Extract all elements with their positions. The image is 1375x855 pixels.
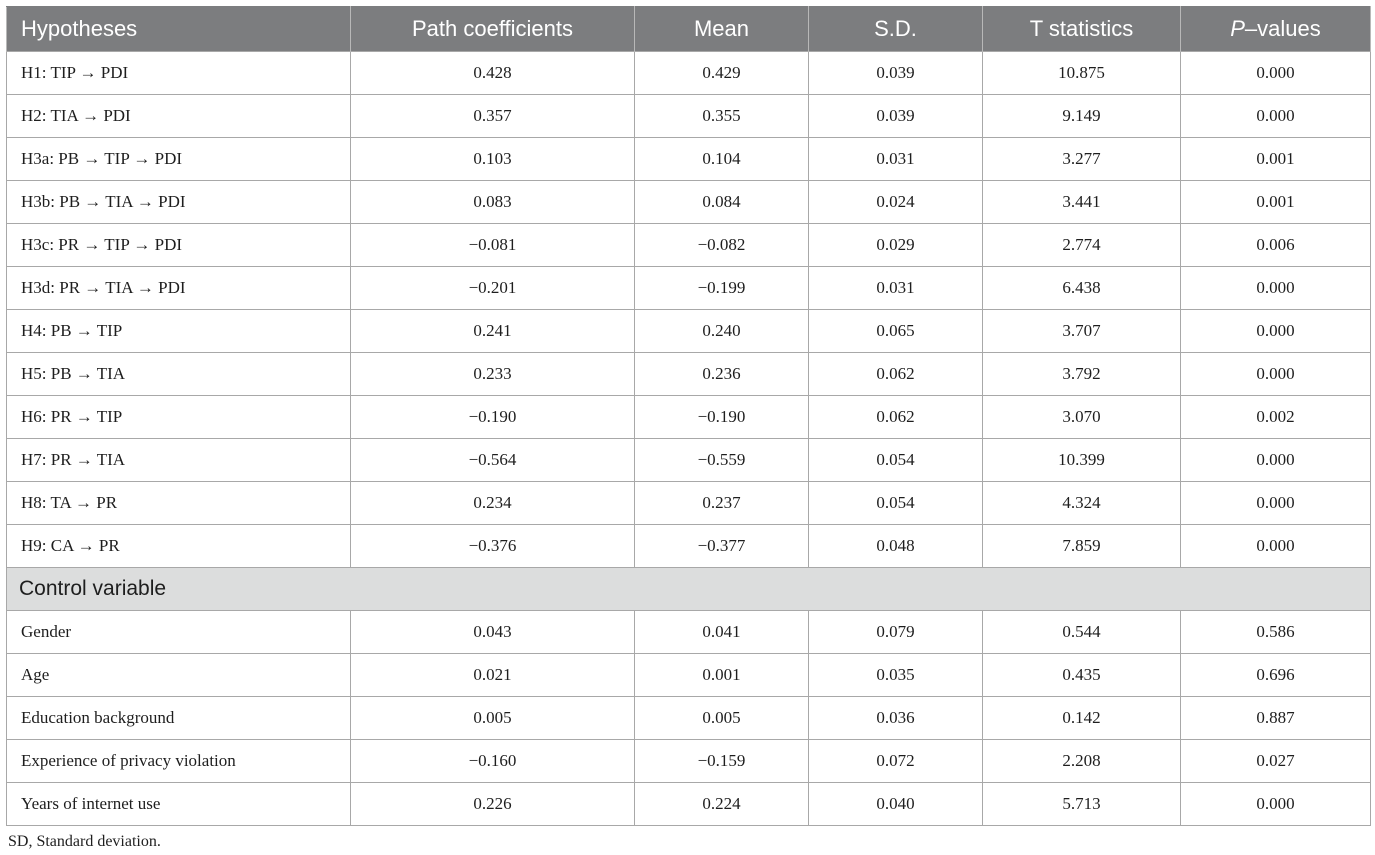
value-cell: 0.027	[1181, 740, 1371, 783]
table-row	[7, 52, 1371, 95]
table-row	[7, 224, 1371, 267]
section-label-control-variable: Control variable	[7, 568, 1371, 611]
header-p-italic: P	[1230, 16, 1245, 41]
table-row	[7, 482, 1371, 525]
value-cell: 3.441	[983, 181, 1181, 224]
row-label-cell: Years of internet use	[7, 783, 351, 826]
value-cell: 0.021	[351, 654, 635, 697]
value-cell: 0.024	[809, 181, 983, 224]
table-row	[7, 95, 1371, 138]
value-cell: 0.237	[635, 482, 809, 525]
value-cell: 3.792	[983, 353, 1181, 396]
value-cell: 0.000	[1181, 267, 1371, 310]
results-table-container	[6, 6, 1370, 826]
row-label-cell: H2: TIA → PDI	[7, 95, 351, 138]
value-cell: 0.036	[809, 697, 983, 740]
value-cell: 0.236	[635, 353, 809, 396]
table-row	[7, 783, 1371, 826]
row-label-cell: H3d: PR → TIA → PDI	[7, 267, 351, 310]
value-cell: 0.142	[983, 697, 1181, 740]
value-cell: 0.887	[1181, 697, 1371, 740]
row-label-cell: H4: PB → TIP	[7, 310, 351, 353]
value-cell: 0.065	[809, 310, 983, 353]
value-cell: 0.039	[809, 95, 983, 138]
value-cell: 0.005	[635, 697, 809, 740]
value-cell: 0.062	[809, 353, 983, 396]
value-cell: 0.039	[809, 52, 983, 95]
value-cell: 0.040	[809, 783, 983, 826]
value-cell: 0.048	[809, 525, 983, 568]
table-row	[7, 654, 1371, 697]
value-cell: −0.199	[635, 267, 809, 310]
value-cell: 0.054	[809, 439, 983, 482]
footnote: SD, Standard deviation.	[8, 833, 161, 850]
value-cell: 9.149	[983, 95, 1181, 138]
results-table	[6, 6, 1371, 826]
value-cell: 0.240	[635, 310, 809, 353]
value-cell: 0.428	[351, 52, 635, 95]
row-label-cell: Gender	[7, 611, 351, 654]
value-cell: 0.002	[1181, 396, 1371, 439]
value-cell: 0.233	[351, 353, 635, 396]
value-cell: 3.070	[983, 396, 1181, 439]
row-label-cell: Education background	[7, 697, 351, 740]
row-label-cell: H3a: PB → TIP → PDI	[7, 138, 351, 181]
value-cell: −0.201	[351, 267, 635, 310]
value-cell: 10.875	[983, 52, 1181, 95]
value-cell: 10.399	[983, 439, 1181, 482]
table-row	[7, 611, 1371, 654]
value-cell: 0.103	[351, 138, 635, 181]
value-cell: 0.224	[635, 783, 809, 826]
row-label-cell: Experience of privacy violation	[7, 740, 351, 783]
row-label-cell: H3c: PR → TIP → PDI	[7, 224, 351, 267]
value-cell: 0.001	[635, 654, 809, 697]
header-p-rest: –values	[1244, 16, 1321, 41]
table-row	[7, 310, 1371, 353]
value-cell: 0.104	[635, 138, 809, 181]
value-cell: 0.544	[983, 611, 1181, 654]
value-cell: 0.001	[1181, 181, 1371, 224]
value-cell: 0.355	[635, 95, 809, 138]
value-cell: −0.377	[635, 525, 809, 568]
value-cell: 0.041	[635, 611, 809, 654]
table-row	[7, 740, 1371, 783]
row-label-cell: H3b: PB → TIA → PDI	[7, 181, 351, 224]
value-cell: 0.234	[351, 482, 635, 525]
header-t-statistics: T statistics	[983, 7, 1181, 52]
value-cell: 0.006	[1181, 224, 1371, 267]
value-cell: 0.035	[809, 654, 983, 697]
table-row	[7, 697, 1371, 740]
header-p-values	[1181, 7, 1371, 52]
row-label-cell: H9: CA → PR	[7, 525, 351, 568]
control-body	[7, 611, 1371, 826]
header-path-coefficients: Path coefficients	[351, 7, 635, 52]
value-cell: 0.000	[1181, 95, 1371, 138]
value-cell: 0.000	[1181, 310, 1371, 353]
table-row	[7, 353, 1371, 396]
value-cell: 6.438	[983, 267, 1181, 310]
value-cell: 0.429	[635, 52, 809, 95]
table-row	[7, 396, 1371, 439]
value-cell: 0.031	[809, 138, 983, 181]
header-mean: Mean	[635, 7, 809, 52]
value-cell: 0.031	[809, 267, 983, 310]
value-cell: 0.054	[809, 482, 983, 525]
value-cell: 0.586	[1181, 611, 1371, 654]
value-cell: −0.376	[351, 525, 635, 568]
table-row	[7, 439, 1371, 482]
value-cell: 0.357	[351, 95, 635, 138]
value-cell: 2.774	[983, 224, 1181, 267]
row-label-cell: H1: TIP → PDI	[7, 52, 351, 95]
value-cell: 0.083	[351, 181, 635, 224]
value-cell: 0.241	[351, 310, 635, 353]
value-cell: 0.000	[1181, 439, 1371, 482]
hypotheses-body	[7, 52, 1371, 568]
value-cell: 0.000	[1181, 482, 1371, 525]
value-cell: 0.005	[351, 697, 635, 740]
value-cell: −0.081	[351, 224, 635, 267]
value-cell: −0.160	[351, 740, 635, 783]
row-label-cell: H7: PR → TIA	[7, 439, 351, 482]
value-cell: 0.079	[809, 611, 983, 654]
row-label-cell: H6: PR → TIP	[7, 396, 351, 439]
row-label-cell: H8: TA → PR	[7, 482, 351, 525]
value-cell: 3.277	[983, 138, 1181, 181]
value-cell: −0.564	[351, 439, 635, 482]
value-cell: 0.000	[1181, 525, 1371, 568]
value-cell: 0.000	[1181, 52, 1371, 95]
value-cell: 0.435	[983, 654, 1181, 697]
value-cell: −0.082	[635, 224, 809, 267]
value-cell: 0.696	[1181, 654, 1371, 697]
value-cell: 0.043	[351, 611, 635, 654]
table-row	[7, 138, 1371, 181]
value-cell: 3.707	[983, 310, 1181, 353]
section-body	[7, 568, 1371, 611]
value-cell: 2.208	[983, 740, 1181, 783]
value-cell: 0.000	[1181, 353, 1371, 396]
value-cell: 0.072	[809, 740, 983, 783]
value-cell: 0.001	[1181, 138, 1371, 181]
value-cell: 0.029	[809, 224, 983, 267]
value-cell: 0.000	[1181, 783, 1371, 826]
row-label-cell: Age	[7, 654, 351, 697]
section-row	[7, 568, 1371, 611]
table-row	[7, 267, 1371, 310]
header-row	[7, 7, 1371, 52]
value-cell: 0.084	[635, 181, 809, 224]
header-sd: S.D.	[809, 7, 983, 52]
value-cell: 0.062	[809, 396, 983, 439]
header-hypotheses: Hypotheses	[7, 7, 351, 52]
value-cell: 5.713	[983, 783, 1181, 826]
table-row	[7, 525, 1371, 568]
value-cell: 7.859	[983, 525, 1181, 568]
value-cell: −0.190	[635, 396, 809, 439]
value-cell: 0.226	[351, 783, 635, 826]
value-cell: −0.159	[635, 740, 809, 783]
value-cell: −0.190	[351, 396, 635, 439]
table-row	[7, 181, 1371, 224]
row-label-cell: H5: PB → TIA	[7, 353, 351, 396]
value-cell: 4.324	[983, 482, 1181, 525]
value-cell: −0.559	[635, 439, 809, 482]
